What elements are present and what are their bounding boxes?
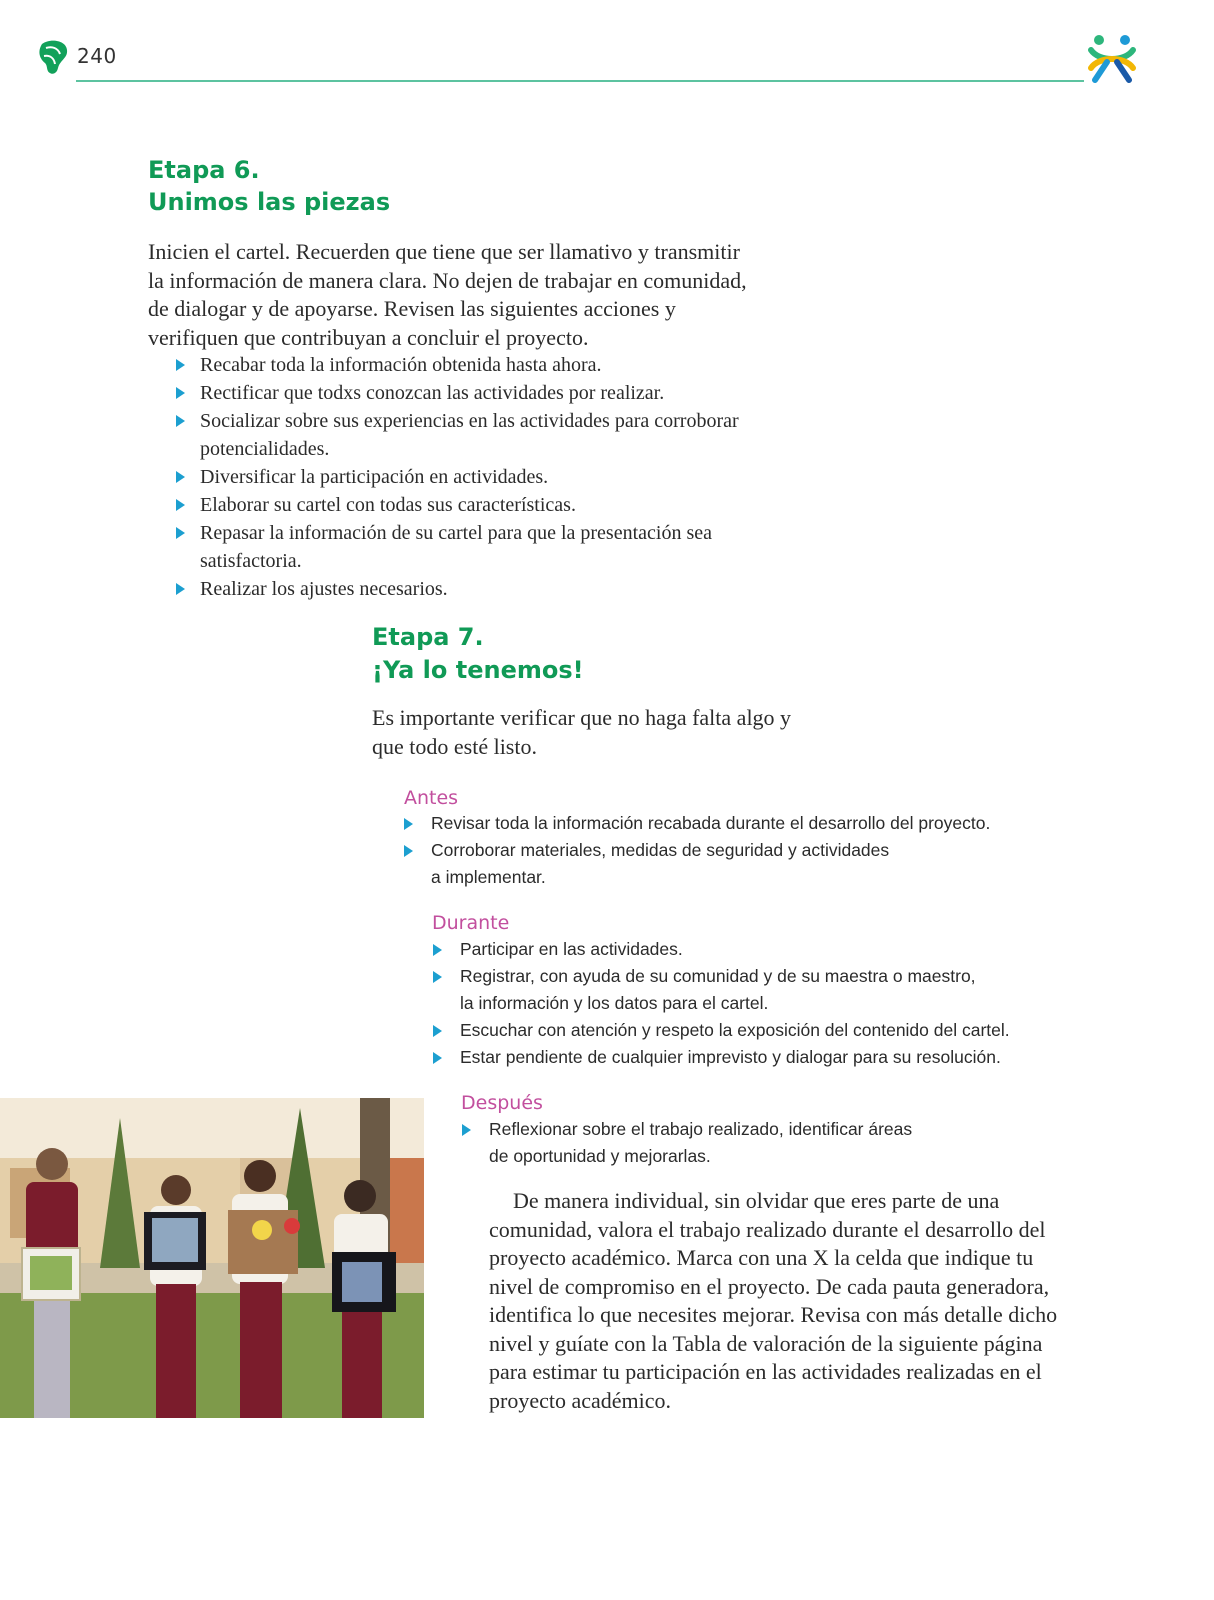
leaf-mark-icon: [36, 38, 70, 76]
header-rule: [76, 80, 1084, 82]
bullet-arrow-icon: [176, 471, 185, 483]
bullet-arrow-icon: [433, 971, 442, 983]
list-item: Rectificar que todxs conozcan las actividades por realizar.: [174, 379, 764, 407]
list-item: Realizar los ajustes necesarios.: [174, 575, 764, 603]
list-item: Socializar sobre sus experiencias en las actividades para corroborar potencialidades.: [174, 407, 764, 463]
list-item: Revisar toda la información recabada durante el desarrollo del proyecto.: [402, 810, 1012, 837]
list-item: Estar pendiente de cualquier imprevisto y dialogar para su resolución.: [431, 1044, 1031, 1071]
figures-logo-icon: [1085, 32, 1139, 86]
list-item: Repasar la información de su cartel para que la presentación sea satisfactoria.: [174, 519, 764, 575]
students-with-posters-photo: [0, 1098, 424, 1418]
etapa7-subtitle: ¡Ya lo tenemos!: [372, 656, 584, 684]
closing-paragraph: De manera individual, sin olvidar que eres parte de una comunidad, valora el trabajo realizado durante el desarrollo del proyecto académico. Marca con una X la celda que indique tu nivel de compromiso en el proyecto. De cada pauta generadora, identifica lo que necesites mejorar. Revisa con más detalle dicho nivel y guíate con la Tabla de valoración de la siguiente página para estimar tu participación en las actividades realizadas en el proyecto académico.: [489, 1188, 1058, 1413]
antes-title: Antes: [404, 787, 459, 809]
list-item: Corroborar materiales, medidas de seguridad y actividades a implementar.: [402, 837, 1012, 891]
list-item: Elaborar su cartel con todas sus características.: [174, 491, 764, 519]
etapa7-intro: Es importante verificar que no haga falta algo y que todo esté listo.: [372, 705, 792, 759]
despues-list: [460, 1116, 920, 1170]
list-item: Recabar toda la información obtenida hasta ahora.: [174, 351, 764, 379]
bullet-arrow-icon: [176, 583, 185, 595]
durante-title: Durante: [432, 912, 510, 934]
bullet-arrow-icon: [176, 387, 185, 399]
list-item: Reflexionar sobre el trabajo realizado, identificar áreas de oportunidad y mejorarlas.: [460, 1116, 920, 1170]
etapa6-title: Etapa 6.: [148, 156, 260, 184]
durante-list: [431, 936, 1031, 1071]
bullet-arrow-icon: [176, 527, 185, 539]
bullet-arrow-icon: [433, 1052, 442, 1064]
etapa7-title: Etapa 7.: [372, 623, 484, 651]
etapa6-intro: Inicien el cartel. Recuerden que tiene que ser llamativo y transmitir la información de manera clara. No dejen de trabajar en comunidad, de dialogar y de apoyarse. Revisen las siguientes acciones y verifiquen que contribuyan a concluir el proyecto.: [148, 239, 747, 350]
bullet-arrow-icon: [433, 944, 442, 956]
list-item: Participar en las actividades.: [431, 936, 1031, 963]
bullet-arrow-icon: [176, 415, 185, 427]
list-item: Escuchar con atención y respeto la exposición del contenido del cartel.: [431, 1017, 1031, 1044]
bullet-arrow-icon: [433, 1025, 442, 1037]
bullet-arrow-icon: [176, 359, 185, 371]
antes-list: [402, 810, 1012, 891]
bullet-arrow-icon: [404, 818, 413, 830]
bullet-arrow-icon: [462, 1124, 471, 1136]
bullet-arrow-icon: [404, 845, 413, 857]
despues-title: Después: [461, 1092, 543, 1114]
list-item: Diversificar la participación en actividades.: [174, 463, 764, 491]
etapa6-list: [174, 351, 764, 603]
page-number: 240: [77, 44, 117, 68]
list-item: Registrar, con ayuda de su comunidad y de su maestra o maestro, la información y los datos para el cartel.: [431, 963, 1031, 1017]
bullet-arrow-icon: [176, 499, 185, 511]
etapa6-subtitle: Unimos las piezas: [148, 188, 391, 216]
